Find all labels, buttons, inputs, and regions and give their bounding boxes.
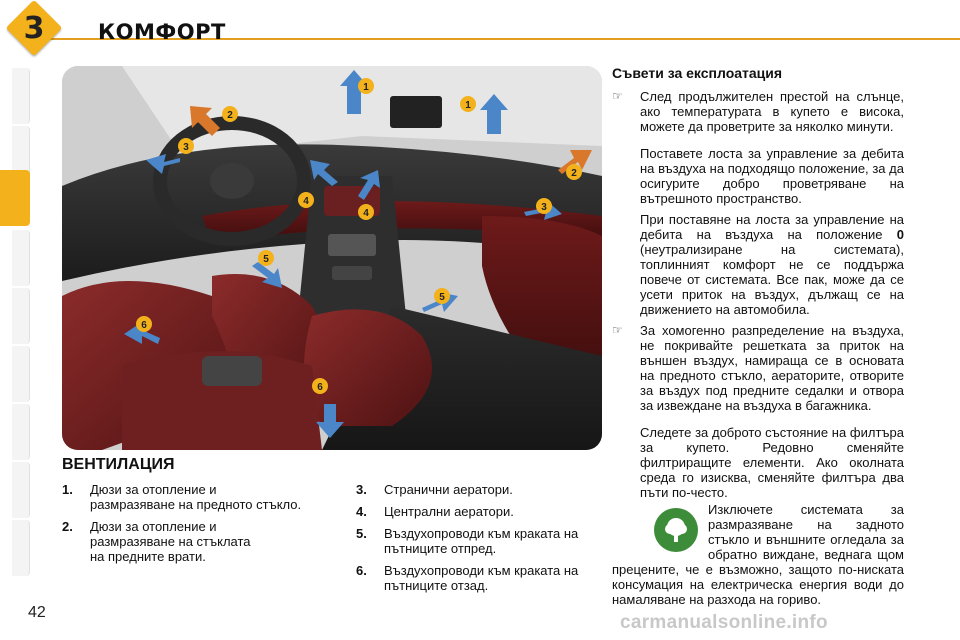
list-item	[62, 519, 332, 564]
list-number: 4.	[356, 504, 367, 519]
neutral-position-value: 0	[896, 227, 904, 242]
vent-list-left	[62, 482, 332, 571]
list-text: Дюзи за отопление и размразяване на предното стъкло.	[90, 482, 302, 512]
list-number: 1.	[62, 482, 73, 497]
tip-paragraph: При поставяне на лоста за управление на дебита на въздуха на положение 0 (неутрализиране на системата), топлинният комфорт не се поддържа повече от системата. Все пак, може да се усети приток на въздух, дължащ се на движението на автомобила.	[640, 212, 904, 317]
callout-1b-label: 1	[465, 100, 471, 111]
climate-controls	[332, 266, 372, 280]
armrest	[202, 356, 262, 386]
callout-3b-label: 3	[541, 202, 547, 213]
chapter-tab[interactable]	[12, 288, 30, 344]
callout-5b-label: 5	[439, 292, 445, 303]
tip-paragraph: Следете за доброто състояние на филтъра за купето. Редовно сменяйте филтриращите елементи. Ако околната среда го изисква, сменяйте филтъра два пъти по-често.	[640, 425, 904, 500]
chapter-tab[interactable]	[12, 68, 30, 124]
steering-hub	[210, 163, 254, 199]
callout-6a-label: 6	[141, 320, 147, 331]
list-text: Въздухопроводи към краката на пътниците отпред.	[384, 526, 579, 556]
list-item	[62, 482, 332, 512]
list-number: 3.	[356, 482, 367, 497]
pointing-hand-icon: ☞	[612, 323, 623, 337]
chapter-tab[interactable]	[12, 230, 30, 286]
tips-title: Съвети за експлоатация	[612, 65, 783, 81]
chapter-tabs	[0, 60, 34, 580]
vent-list-right	[356, 482, 606, 600]
tip-paragraph: След продължителен престой на слънце, ако температурата в купето е висока, можете да проветрите за няколко минути.	[640, 89, 904, 134]
chapter-tab[interactable]	[12, 520, 30, 576]
callout-4b-label: 4	[363, 208, 369, 219]
callout-2a-label: 2	[227, 110, 233, 121]
tip-paragraph: Поставете лоста за управление за дебита на въздуха на подходящо положение, за да осигурите добро проветряване на вътрешното пространство.	[640, 146, 904, 206]
radio-unit	[328, 234, 376, 256]
tips-column	[612, 66, 904, 506]
list-item	[356, 482, 606, 497]
list-item	[356, 504, 606, 519]
list-item	[356, 526, 606, 556]
chapter-number: 3	[23, 10, 45, 46]
callout-1a-label: 1	[363, 82, 369, 93]
callout-3a-label: 3	[183, 142, 189, 153]
chapter-tab[interactable]	[12, 346, 30, 402]
page-number: 42	[28, 604, 46, 621]
list-number: 5.	[356, 526, 367, 541]
list-number: 6.	[356, 563, 367, 578]
pointing-hand-icon: ☞	[612, 89, 623, 103]
list-text: Въздухопроводи към краката на пътниците отзад.	[384, 563, 579, 593]
tip-item	[612, 323, 904, 419]
callout-2b-label: 2	[571, 168, 577, 179]
chapter-tab-active[interactable]	[0, 170, 30, 226]
tip-paragraph: За хомогенно разпределение на въздуха, не покривайте решетката за приток на външен въздух, намираща се в основата на предното стъкло, аераторите, отворите за въздух под предните седалки и отвора за извеждане на въздуха в багажника.	[640, 323, 904, 413]
watermark: carmanualsonline.info	[620, 612, 828, 633]
list-text: Дюзи за отопление и размразяване на стъклата на предните врати.	[90, 519, 251, 564]
callout-5a-label: 5	[263, 254, 269, 265]
tree-icon	[654, 508, 698, 552]
info-display	[390, 96, 442, 128]
chapter-title: КОМФОРТ	[98, 20, 226, 44]
list-number: 2.	[62, 519, 73, 534]
chapter-tab[interactable]	[12, 404, 30, 460]
section-title: ВЕНТИЛАЦИЯ	[62, 456, 175, 473]
interior-illustration	[62, 66, 602, 450]
tip-item	[612, 89, 904, 140]
eco-text: Изключете системата за размразяване на задното стъкло и външните огледала за обратно виждане, веднага щом прецените, че е възможно, защото по-ниската консумация на електрическа енергия води до намаляване на разхода на гориво.	[612, 502, 904, 607]
list-text: Странични аератори.	[384, 482, 513, 497]
list-text: Централни аератори.	[384, 504, 514, 519]
chapter-tab[interactable]	[12, 462, 30, 518]
list-item	[356, 563, 606, 593]
callout-6b-label: 6	[317, 382, 323, 393]
callout-4a-label: 4	[303, 196, 309, 207]
eco-note	[612, 502, 904, 607]
